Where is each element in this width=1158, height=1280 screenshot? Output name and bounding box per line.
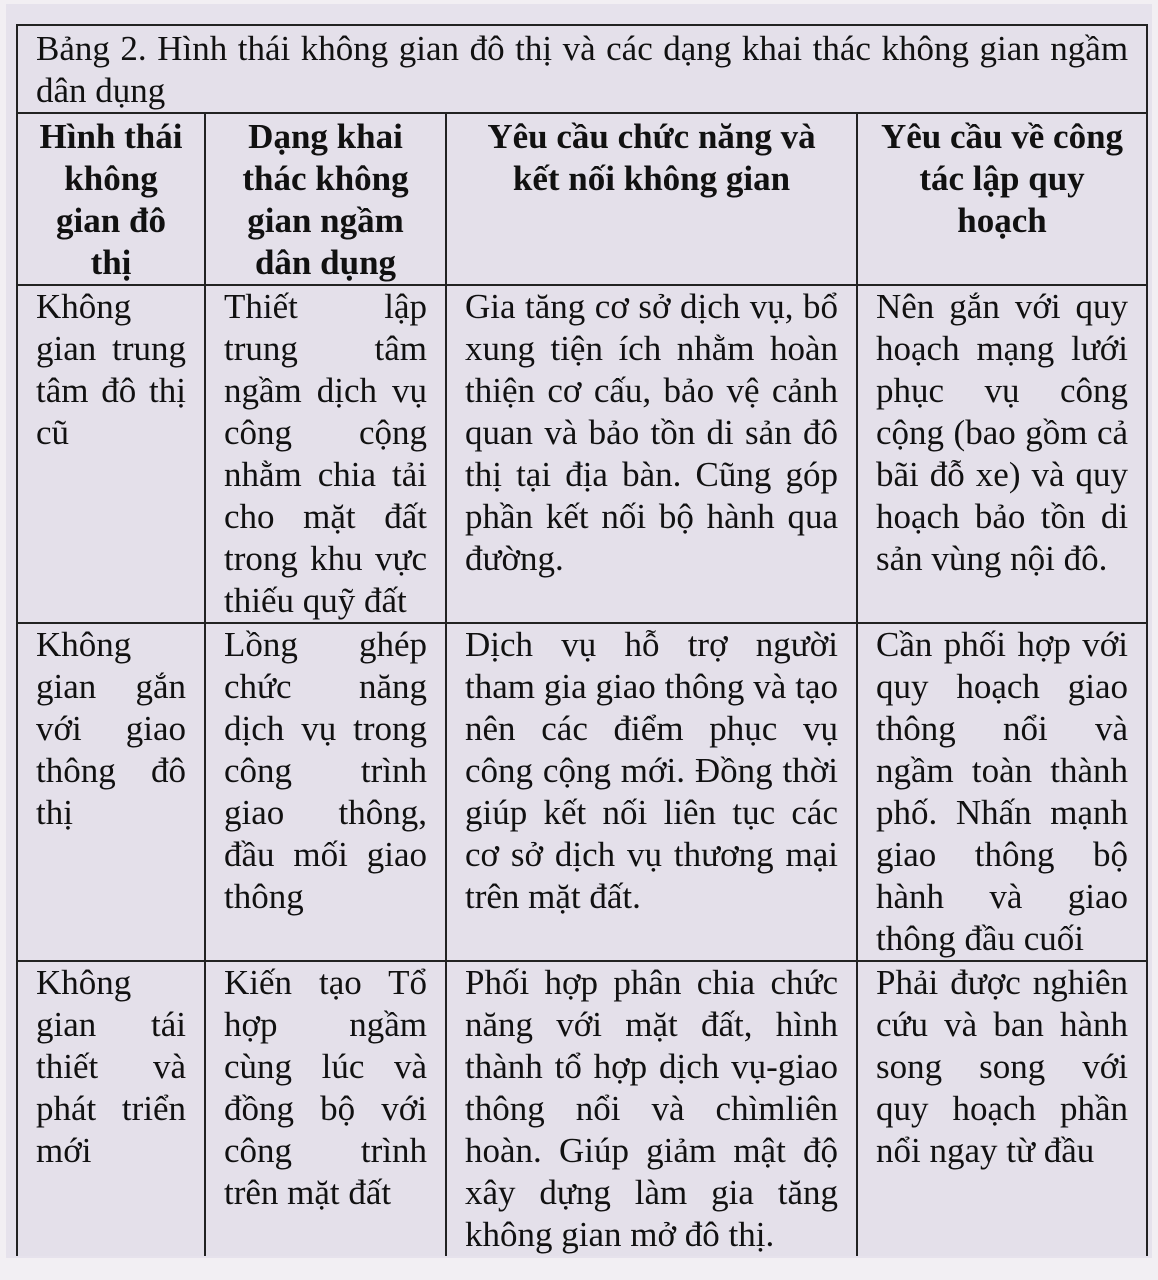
table-cell: Phải được nghiên cứu và ban hành song song với quy hoạch phần nổi ngay từ đầu — [857, 961, 1147, 1256]
table-cell: Cần phối hợp với quy hoạch giao thông nổi và ngầm toàn thành phố. Nhấn mạnh giao thông bộ hành và giao thông đầu cuối — [857, 623, 1147, 961]
table-cell: Thiết lập trung tâm ngầm dịch vụ công cộng nhằm chia tải cho mặt đất trong khu vực thiếu quỹ đất — [205, 285, 446, 623]
header-cell: Hình thái không gian đô thị — [17, 113, 205, 285]
table-cell: Dịch vụ hỗ trợ người tham gia giao thông và tạo nên các điểm phục vụ công cộng mới. Đồng thời giúp kết nối liên tục các cơ sở dịch vụ thương mại trên mặt đất. — [446, 623, 857, 961]
table-cell: Lồng ghép chức năng dịch vụ trong công trình giao thông, đầu mối giao thông — [205, 623, 446, 961]
header-cell: Dạng khai thác không gian ngầm dân dụng — [205, 113, 446, 285]
table — [16, 24, 1148, 1256]
table-cell: Phối hợp phân chia chức năng với mặt đất, hình thành tổ hợp dịch vụ-giao thông nổi và chìmliên hoàn. Giúp giảm mật độ xây dựng làm gia tăng không gian mở đô thị. — [446, 961, 857, 1256]
table-cell: Không gian gắn với giao thông đô thị — [17, 623, 205, 961]
table-cell: Nên gắn với quy hoạch mạng lưới phục vụ công cộng (bao gồm cả bãi đỗ xe) và quy hoạch bảo tồn di sản vùng nội đô. — [857, 285, 1147, 623]
header-cell: Yêu cầu chức năng và kết nối không gian — [446, 113, 857, 285]
table-cell: Gia tăng cơ sở dịch vụ, bổ xung tiện ích nhằm hoàn thiện cơ cấu, bảo vệ cảnh quan và bảo tồn di sản đô thị tại địa bàn. Cũng góp phần kết nối bộ hành qua đường. — [446, 285, 857, 623]
header-cell: Yêu cầu về công tác lập quy hoạch — [857, 113, 1147, 285]
header-row — [17, 113, 1147, 285]
table-cell: Không gian trung tâm đô thị cũ — [17, 285, 205, 623]
table-row — [17, 285, 1147, 623]
table-row — [17, 623, 1147, 961]
table-row — [17, 961, 1147, 1256]
table-cell: Không gian tái thiết và phát triển mới — [17, 961, 205, 1256]
table-caption: Bảng 2. Hình thái không gian đô thị và các dạng khai thác không gian ngầm dân dụng — [17, 25, 1147, 113]
table-cell: Kiến tạo Tổ hợp ngầm cùng lúc và đồng bộ với công trình trên mặt đất — [205, 961, 446, 1256]
caption-row — [17, 25, 1147, 113]
